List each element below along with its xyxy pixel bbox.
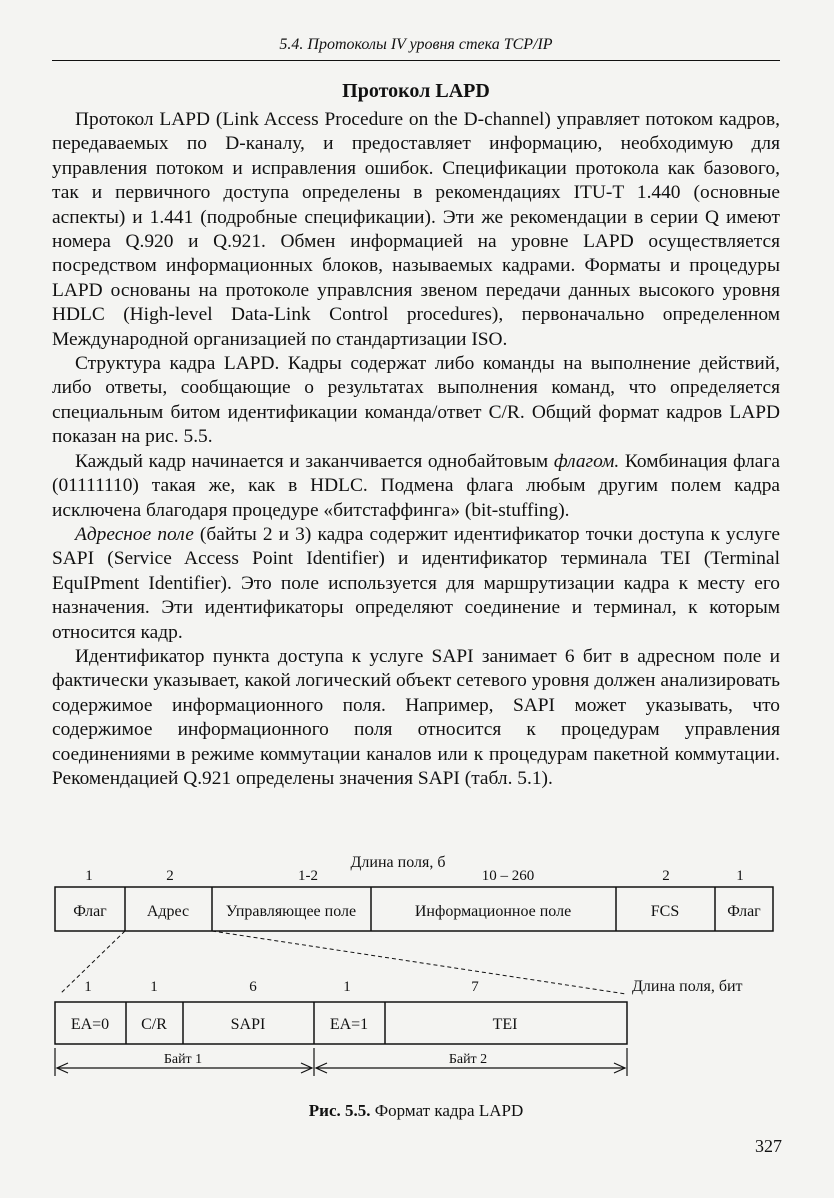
paragraph-3-start: Каждый кадр начинается и заканчивается однобайтовым bbox=[75, 450, 554, 472]
caption-text: Формат кадра LAPD bbox=[370, 1101, 524, 1120]
len-sapi: 6 bbox=[249, 979, 257, 995]
body-text bbox=[52, 108, 780, 791]
running-head: 5.4. Протоколы IV уровня стека TCP/IP bbox=[279, 36, 553, 53]
len-flag-end: 1 bbox=[736, 868, 744, 884]
figure-caption bbox=[52, 1101, 780, 1121]
section-title: Протокол LAPD bbox=[342, 80, 490, 102]
byte2-label: Байт 2 bbox=[448, 1052, 488, 1067]
paragraph-4-emphasis: Адресное поле bbox=[75, 523, 194, 545]
paragraph-5: Идентификатор пункта доступа к услуге SAPI занимает 6 бит в адресном поле и фактически указывает, какой логический объект сетевого уровня должен анализировать содержимое информационного поля. Например, SAPI может указывать, что содержимое информационного поля относится к процедурам управления соединениями в режиме коммутации каналов или к процедурам пакетной коммутации. Рекомендацией Q.921 определены значения SAPI (табл. 5.1). bbox=[52, 645, 780, 789]
paragraph-4-end: (байты 2 и 3) кадра содержит идентификатор точки доступа к услуге SAPI (Service Access Point Identifier) и идентификатор терминала TEI (Terminal EquIPment Identifier). Это поле используется для маршрутизации кадра к месту его назначения. Эти идентификаторы определяют соединение и терминал, к которым относится кадр. bbox=[52, 523, 781, 643]
len-info: 10 – 260 bbox=[481, 868, 535, 884]
field-tei: TEI bbox=[492, 1016, 518, 1033]
page-number: 327 bbox=[755, 1136, 782, 1156]
field-control: Управляющее поле bbox=[225, 903, 357, 920]
header-rule bbox=[52, 60, 780, 61]
frame-format-diagram bbox=[0, 850, 834, 1090]
byte1-label: Байт 1 bbox=[163, 1052, 203, 1067]
paragraph-3-emphasis: флагом. bbox=[553, 450, 620, 472]
paragraph-2: Структура кадра LAPD. Кадры содержат либо команды на выполнение действий, либо ответы, сообщающие о результатах выполнения команд, что определяется специальным битом идентификации команда/ответ C/R. Общий формат кадров LAPD показан на рис. 5.5. bbox=[52, 353, 780, 448]
top-length-label: Длина поля, б bbox=[350, 854, 446, 871]
caption-label: Рис. 5.5. bbox=[308, 1101, 371, 1120]
expansion-line-left bbox=[60, 931, 125, 994]
len-tei: 7 bbox=[471, 979, 479, 995]
field-flag-start: Флаг bbox=[73, 903, 107, 920]
paragraph-4 bbox=[52, 523, 780, 645]
len-ea1: 1 bbox=[343, 979, 351, 995]
field-address: Адрес bbox=[146, 903, 190, 920]
len-fcs: 2 bbox=[662, 868, 670, 884]
paragraph-1: Протокол LAPD (Link Access Procedure on the D-channel) управляет потоком кадров, передаваемых по D-каналу, и предоставляет информацию, необходимую для управления потоком и исправления ошибок. Спецификации протокола как базового, так и первичного доступа определены в рекомендациях ITU-T 1.440 (основные аспекты) и 1.441 (подробные спецификации). Эти же рекомендации в серии Q имеют номера Q.920 и Q.921. Обмен информацией на уровне LAPD осуществляется посредством информационных блоков, называемых кадрами. Форматы и процедуры LAPD основаны на протоколе управлсния звеном передачи данных высокого уровня HDLC (High-level Data-Link Control procedures), первоначально определенном Международной организацией по стандартизации ISO. bbox=[52, 109, 780, 350]
paragraph-3 bbox=[52, 450, 780, 523]
len-address: 2 bbox=[166, 868, 174, 884]
bottom-length-label: Длина поля, бит bbox=[632, 978, 743, 995]
field-cr: C/R bbox=[141, 1016, 167, 1033]
len-control: 1-2 bbox=[298, 868, 318, 884]
field-fcs: FCS bbox=[650, 903, 680, 920]
byte-span-arrows bbox=[55, 1048, 627, 1076]
frame-format-figure bbox=[0, 850, 834, 1090]
len-cr: 1 bbox=[150, 979, 158, 995]
field-flag-end: Флаг bbox=[727, 903, 761, 920]
expansion-line-right bbox=[212, 931, 626, 994]
field-ea1: EA=1 bbox=[329, 1016, 369, 1033]
field-ea0: EA=0 bbox=[70, 1016, 110, 1033]
field-info: Информационное поле bbox=[414, 903, 572, 920]
paragraph-3-end: Комбинация флага (01111110) такая же, как в HDLC. Подмена флага любым другим полем кадра исключена благодаря процедуре «битстаффинга» (bit-stuffing). bbox=[52, 450, 780, 521]
len-flag-start: 1 bbox=[85, 868, 93, 884]
field-sapi: SAPI bbox=[230, 1016, 266, 1033]
len-ea0: 1 bbox=[84, 979, 92, 995]
